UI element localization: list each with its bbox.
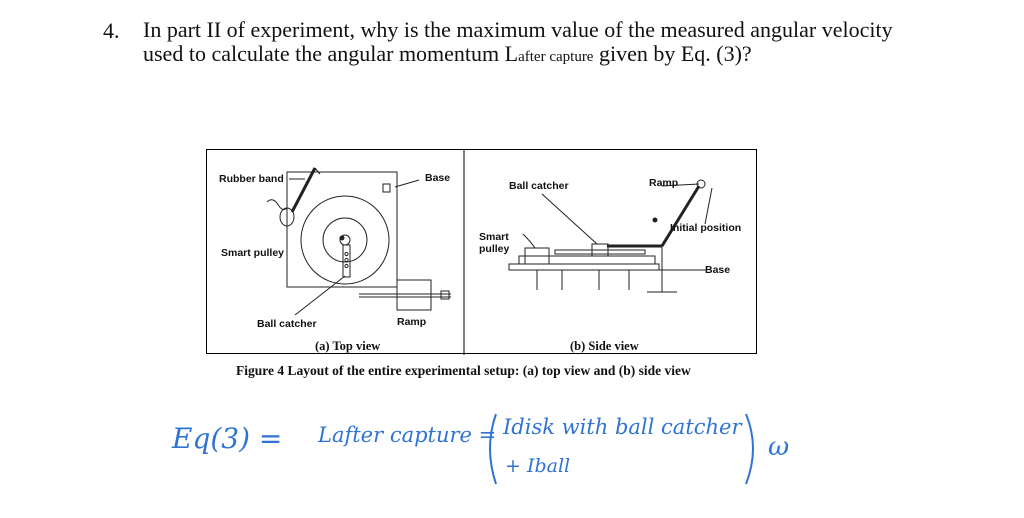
- top-pulley-arm: [292, 168, 315, 212]
- question-line-2: [143, 42, 752, 69]
- label-smart-side: Smart: [479, 231, 509, 243]
- label-ball-catcher-side: Ball catcher: [509, 180, 569, 192]
- top-ball-catcher-arm: [343, 245, 350, 277]
- handwritten-l-after-capture: Lafter capture =: [318, 423, 497, 447]
- side-ramp-incline: [662, 186, 699, 246]
- label-ball-catcher-top: Ball catcher: [257, 318, 317, 330]
- experiment-figure: [206, 149, 757, 354]
- side-view-drawing: [509, 180, 712, 292]
- side-pulley-cable: [523, 234, 535, 248]
- top-pulley-cable: [267, 200, 287, 210]
- top-rubber-band-hook: [315, 168, 320, 174]
- handwritten-i-ball: + Iball: [505, 455, 571, 477]
- question-subscript: after capture: [518, 49, 594, 65]
- handwritten-left-paren: [490, 414, 496, 484]
- side-base-table: [519, 256, 655, 264]
- top-arm-hole-1: [345, 252, 348, 255]
- subcaption-top-view: (a) Top view: [315, 339, 381, 353]
- side-disk: [555, 250, 645, 254]
- subcaption-side-view: (b) Side view: [570, 339, 639, 353]
- handwritten-i-disk: Idisk with ball catcher: [503, 415, 742, 439]
- side-pulley-mid: [525, 256, 549, 264]
- leader-base: [395, 180, 419, 187]
- leader-side-ball-catcher: [542, 194, 597, 244]
- top-disk-pin: [340, 236, 344, 240]
- label-pulley-side: pulley: [479, 243, 510, 255]
- side-ramp-mark: [653, 218, 657, 222]
- side-base-lower: [509, 264, 659, 270]
- top-disk: [301, 196, 389, 284]
- top-ramp-block: [397, 280, 431, 310]
- figure-caption: Figure 4 Layout of the entire experimental setup: (a) top view and (b) side view: [236, 363, 691, 378]
- top-view-drawing: [267, 168, 451, 315]
- side-pulley-top: [525, 248, 549, 256]
- question-line-2-text: used to calculate the angular momentum L: [143, 41, 519, 66]
- question-line-2-tail: given by Eq. (3)?: [593, 41, 752, 66]
- leader-ball-catcher: [295, 276, 345, 315]
- label-ramp-side: Ramp: [649, 177, 679, 189]
- label-base-top: Base: [425, 172, 451, 184]
- handwritten-omega: ω: [768, 432, 790, 462]
- question-line-1: In part II of experiment, why is the maximum value of the measured angular velocity: [143, 17, 893, 42]
- top-ramp-end: [441, 291, 449, 299]
- top-arm-hole-3: [345, 264, 348, 267]
- handwritten-eq-label: Eq(3) =: [172, 422, 283, 455]
- label-smart-pulley-top: Smart pulley: [221, 247, 285, 259]
- handwritten-right-paren: [746, 414, 753, 484]
- label-base-side: Base: [705, 264, 731, 276]
- question-number: 4.: [103, 18, 120, 43]
- label-rubber-band: Rubber band: [219, 173, 284, 185]
- label-initial-position: Initial position: [670, 222, 742, 234]
- top-arm-hole-2: [345, 258, 348, 261]
- leader-initial-position: [705, 188, 712, 224]
- top-base-marker: [383, 184, 390, 192]
- label-ramp-top: Ramp: [397, 316, 427, 328]
